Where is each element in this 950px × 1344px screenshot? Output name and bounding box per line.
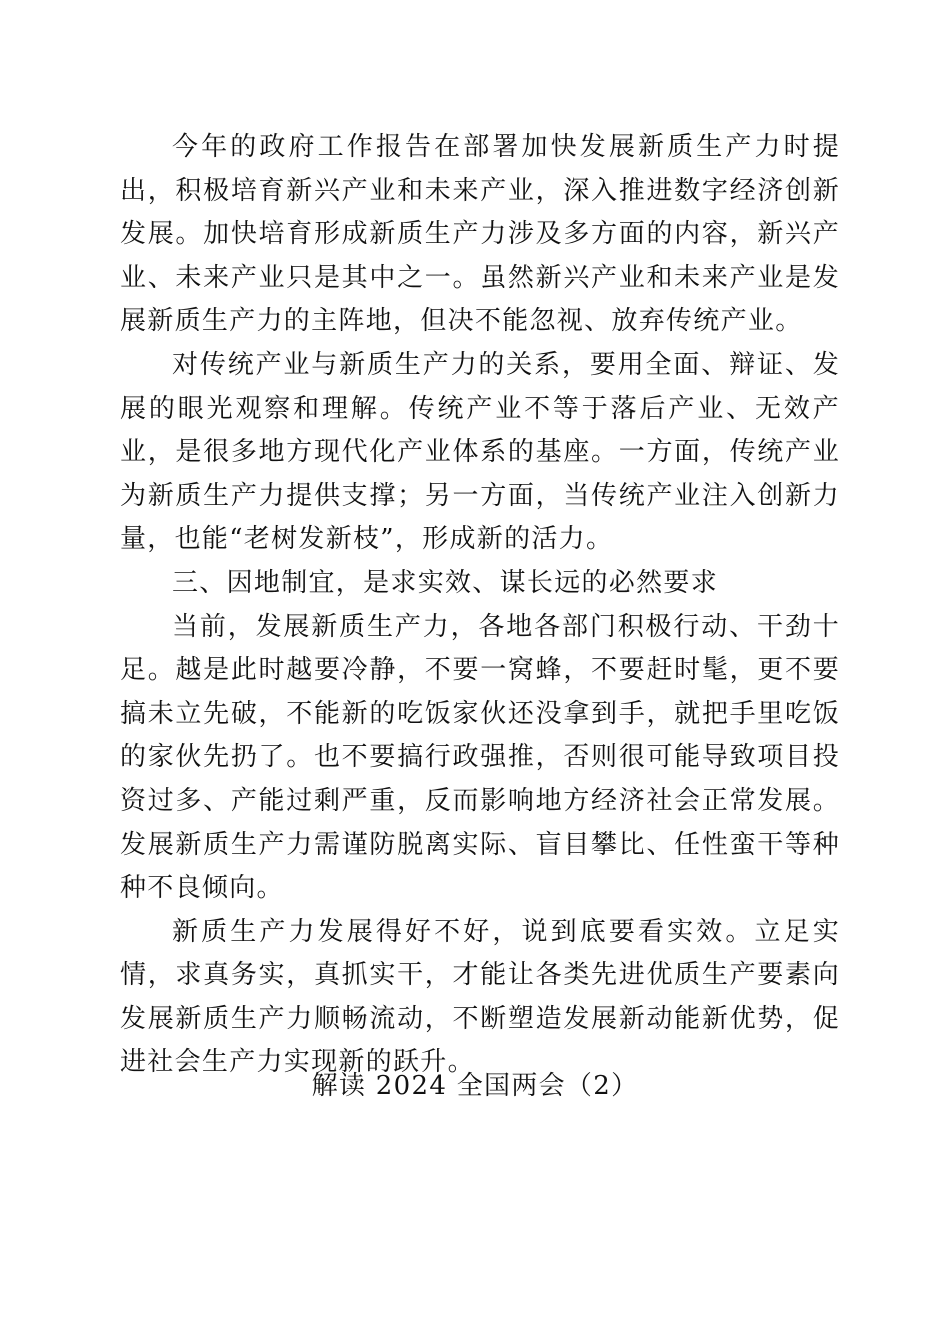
paragraph-2: 对传统产业与新质生产力的关系，要用全面、辩证、发展的眼光观察和理解。传统产业不等于落后产业、无效产业，是很多地方现代化产业体系的基座。一方面，传统产业为新质生产力提供支撑；另一方面，当传统产业注入创新力量，也能“老树发新枝”，形成新的活力。 — [120, 349, 840, 555]
footer-title: 解读 2024 全国两会（2） — [311, 1071, 639, 1101]
paragraph-1: 今年的政府工作报告在部署加快发展新质生产力时提出，积极培育新兴产业和未来产业，深入推进数字经济创新发展。加快培育形成新质生产力涉及多方面的内容，新兴产业、未来产业只是其中之一。虽然新兴产业和未来产业是发展新质生产力的主阵地，但决不能忽视、放弃传统产业。 — [120, 132, 840, 337]
paragraph-3: 当前，发展新质生产力，各地各部门积极行动、干劲十足。越是此时越要冷静，不要一窝蜂，不要赶时髦，更不要搞未立先破，不能新的吃饭家伙还没拿到手，就把手里吃饭的家伙先扔了。也不要搞行政强推，否则很可能导致项目投资过多、产能过剩严重，反而影响地方经济社会正常发展。发展新质生产力需谨防脱离实际、盲目攀比、任性蛮干等种种不良倾向。 — [120, 611, 840, 904]
section-heading: 三、因地制宜，是求实效、谋长远的必然要求 — [172, 567, 719, 598]
document-body — [120, 126, 840, 1085]
paragraph-4: 新质生产力发展得好不好，说到底要看实效。立足实情，求真务实，真抓实干，才能让各类先进优质生产要素向发展新质生产力顺畅流动，不断塑造发展新动能新优势，促进社会生产力实现新的跃升。 — [120, 916, 840, 1078]
